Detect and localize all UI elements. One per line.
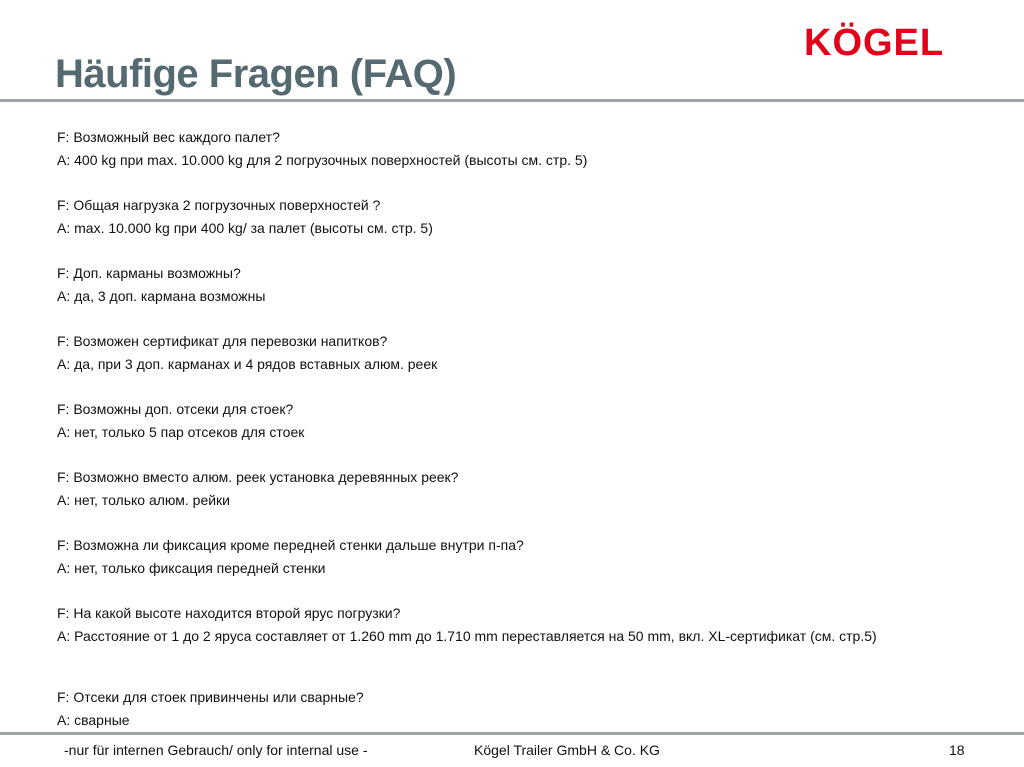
faq-question: F: Отсеки для стоек привинчены или сварные?	[57, 689, 364, 705]
faq-answer: A: нет, только 5 пар отсеков для стоек	[57, 424, 305, 440]
faq-question: F: Возможна ли фиксация кроме передней стенки дальше внутри п-па?	[57, 537, 524, 553]
faq-question: F: Возможны доп. отсеки для стоек?	[57, 401, 294, 417]
faq-item	[57, 264, 957, 305]
faq-item	[57, 468, 957, 509]
footer-divider	[0, 732, 1024, 735]
faq-item	[57, 604, 947, 645]
page-title: Häufige Fragen (FAQ)	[55, 52, 457, 96]
faq-question: F: На какой высоте находится второй ярус погрузки?	[57, 605, 401, 621]
faq-item	[57, 536, 957, 577]
kogel-logo: KÖGEL	[804, 22, 945, 64]
faq-item	[57, 400, 957, 441]
faq-question: F: Доп. карманы возможны?	[57, 265, 241, 281]
faq-question: F: Общая нагрузка 2 погрузочных поверхностей ?	[57, 197, 381, 213]
title-divider	[0, 99, 1024, 102]
faq-answer: A: Расстояние от 1 до 2 яруса составляет от 1.260 mm до 1.710 mm переставляется на 50 mm, вкл. XL-сертификат (см. стр.5)	[57, 628, 877, 644]
faq-answer: A: да, 3 доп. кармана возможны	[57, 288, 266, 304]
faq-answer: A: нет, только алюм. рейки	[57, 492, 231, 508]
faq-answer: A: max. 10.000 kg при 400 kg/ за палет (высоты см. стр. 5)	[57, 220, 433, 236]
faq-question: F: Возможно вместо алюм. реек установка деревянных реек?	[57, 469, 459, 485]
footer-disclaimer: -nur für internen Gebrauch/ only for internal use -	[64, 742, 368, 758]
faq-answer: A: 400 kg при max. 10.000 kg для 2 погрузочных поверхностей (высоты см. стр. 5)	[57, 152, 588, 168]
faq-answer: A: нет, только фиксация передней стенки	[57, 560, 326, 576]
footer-company: Kögel Trailer GmbH & Co. KG	[474, 742, 660, 758]
faq-item	[57, 196, 957, 237]
faq-item	[57, 688, 957, 729]
page-number: 18	[949, 742, 965, 758]
faq-item	[57, 332, 957, 373]
faq-answer: A: сварные	[57, 712, 130, 728]
faq-item	[57, 128, 957, 169]
faq-question: F: Возможен сертификат для перевозки напитков?	[57, 333, 388, 349]
faq-question: F: Возможный вес каждого палет?	[57, 129, 280, 145]
faq-answer: A: да, при 3 доп. карманах и 4 рядов вставных алюм. реек	[57, 356, 438, 372]
